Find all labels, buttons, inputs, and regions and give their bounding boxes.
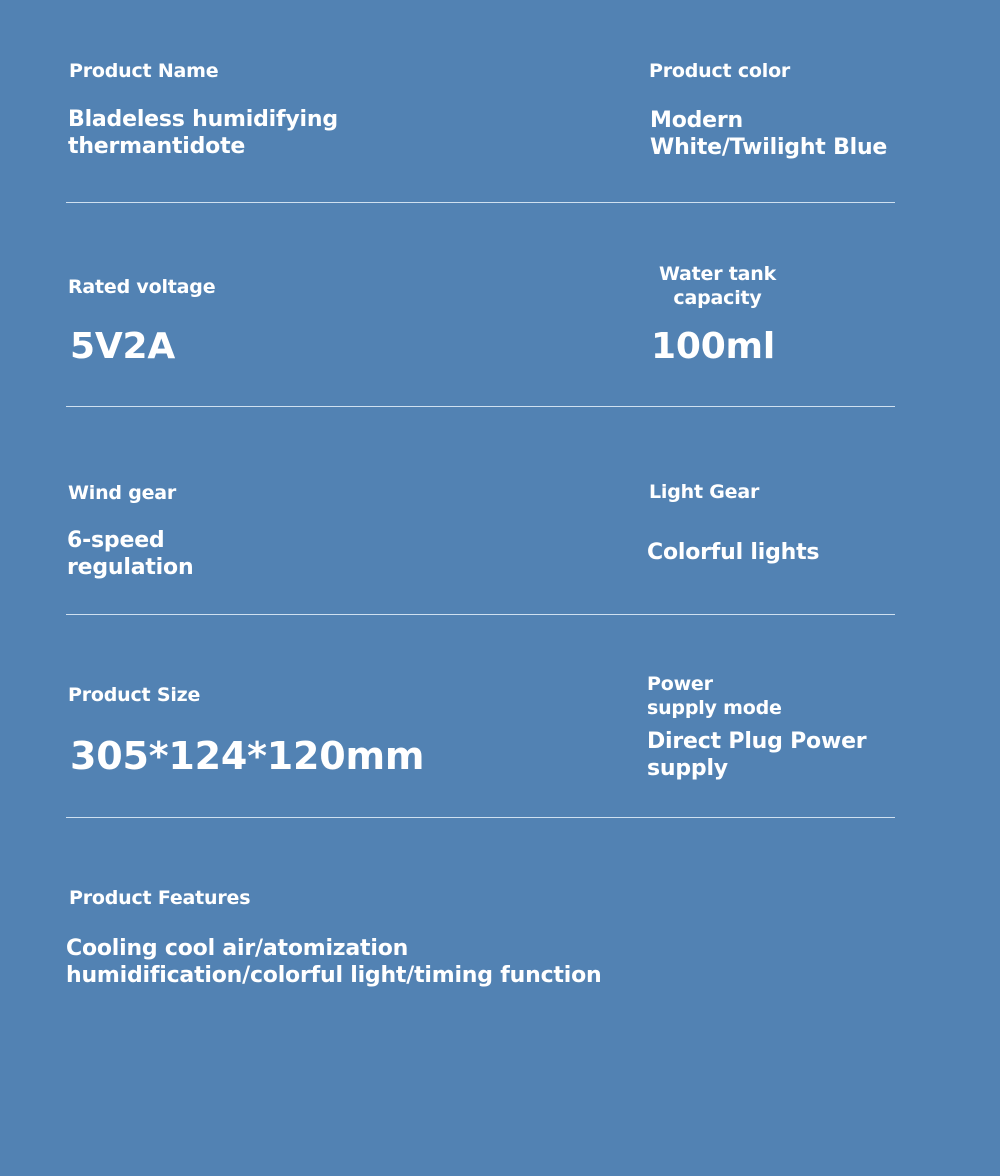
- light-gear-value: Colorful lights: [647, 540, 820, 565]
- product-features-label: Product Features: [69, 887, 251, 909]
- water-tank-label: Water tank capacity: [658, 263, 777, 309]
- rated-voltage-value: 5V2A: [70, 326, 176, 367]
- water-tank-value: 100ml: [651, 326, 775, 367]
- product-color-value: Modern White/Twilight Blue: [650, 108, 888, 160]
- power-supply-value: Direct Plug Power supply: [647, 729, 867, 781]
- product-name-label: Product Name: [69, 60, 219, 82]
- divider-1: [66, 202, 895, 203]
- product-name-value: Bladeless humidifying thermantidote: [68, 107, 338, 159]
- wind-gear-label: Wind gear: [68, 482, 177, 504]
- divider-3: [66, 614, 895, 615]
- product-size-label: Product Size: [68, 684, 201, 706]
- wind-gear-value: 6-speed regulation: [67, 528, 194, 580]
- product-size-value: 305*124*120mm: [70, 734, 425, 778]
- product-features-value: Cooling cool air/atomization humidification/colorful light/timing function: [66, 936, 602, 988]
- divider-2: [66, 406, 895, 407]
- product-color-label: Product color: [649, 60, 791, 82]
- divider-4: [66, 817, 895, 818]
- rated-voltage-label: Rated voltage: [68, 276, 216, 298]
- light-gear-label: Light Gear: [649, 481, 760, 503]
- power-supply-label: Power supply mode: [647, 673, 782, 719]
